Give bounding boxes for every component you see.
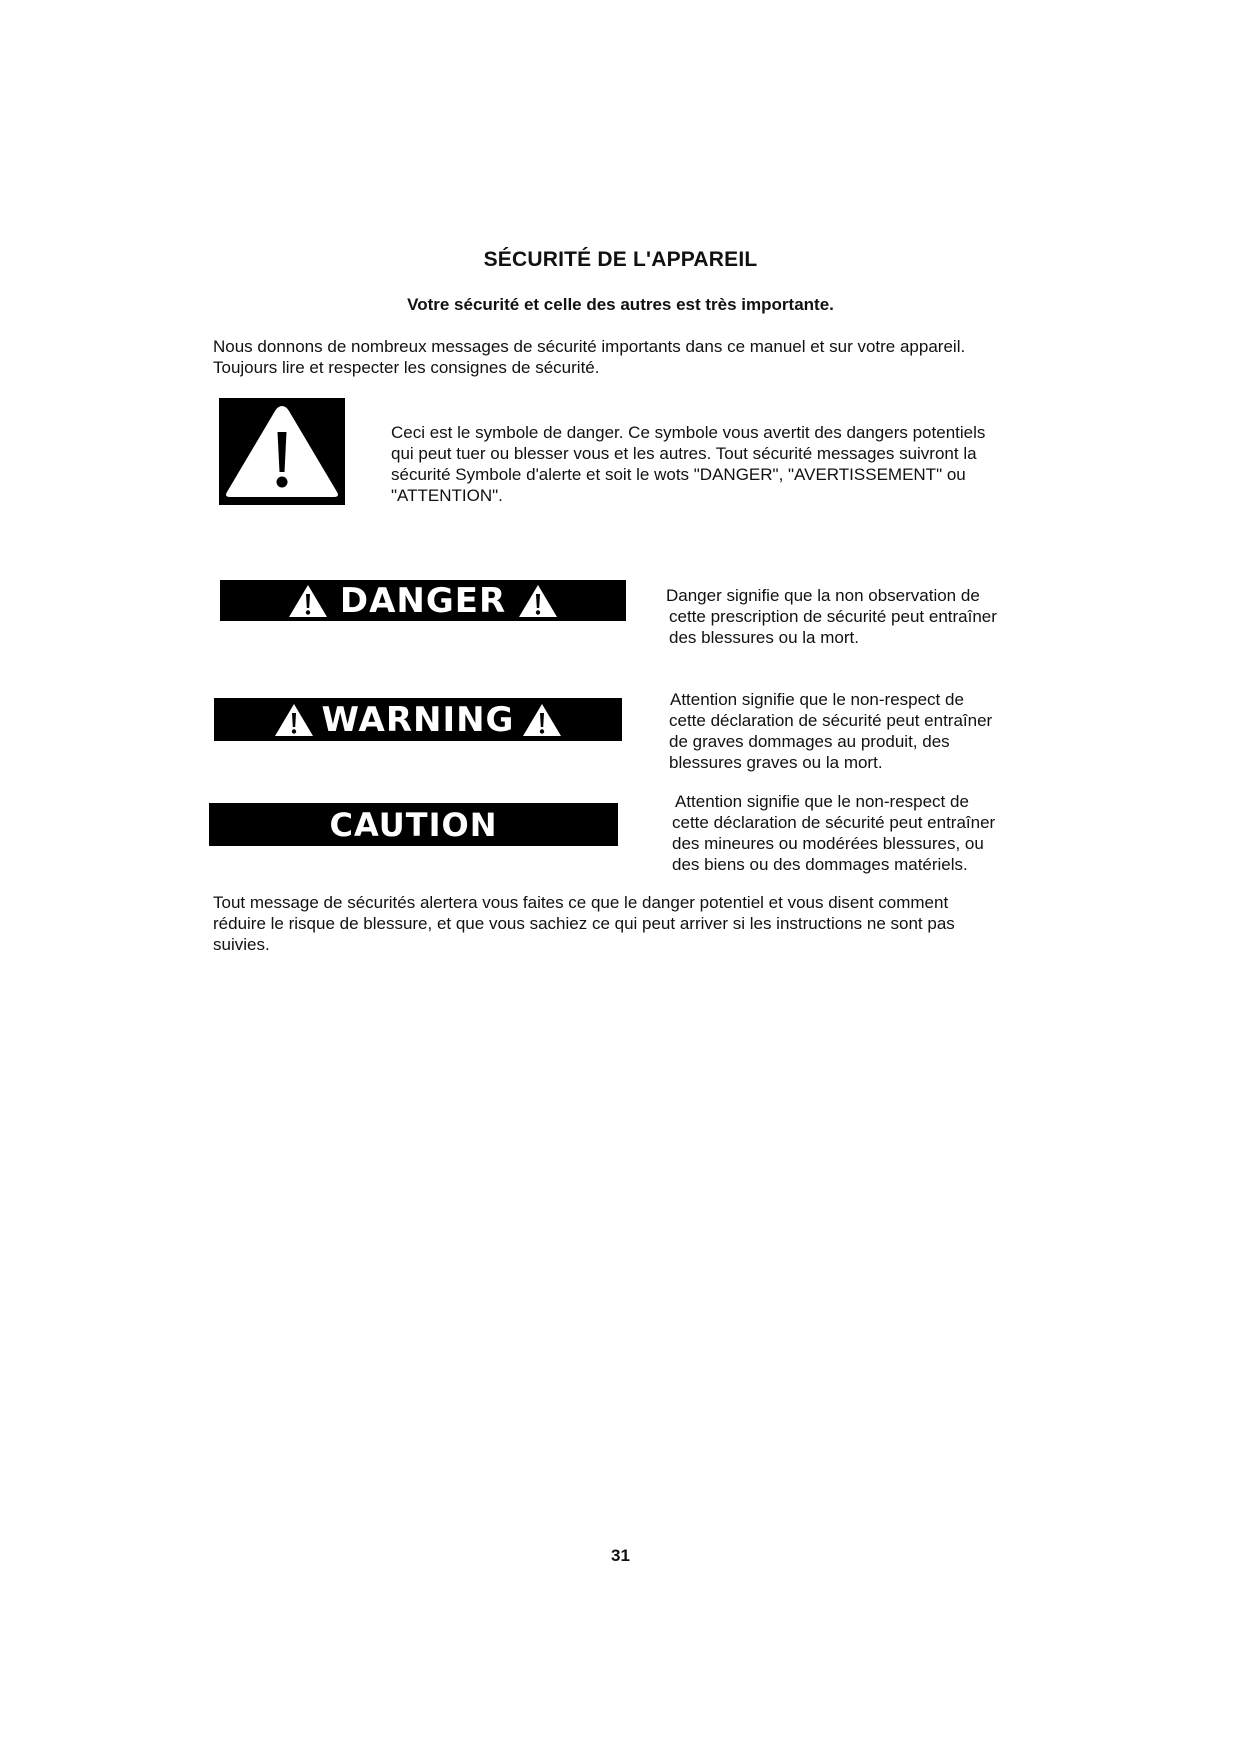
danger-sign-label: DANGER bbox=[339, 580, 507, 621]
danger-symbol-description bbox=[391, 422, 985, 506]
description-line: des blessures ou la mort. bbox=[669, 628, 859, 647]
warning-triangle-icon bbox=[274, 703, 314, 737]
description-line: qui peut tuer ou blesser vous et les autres. Tout sécurité messages suivront la bbox=[391, 444, 977, 463]
closing-paragraph bbox=[213, 892, 955, 955]
caution-sign-label: CAUTION bbox=[329, 805, 498, 844]
danger-description bbox=[666, 585, 997, 648]
description-line: blessures graves ou la mort. bbox=[669, 753, 883, 772]
description-line: Attention signifie que le non-respect de bbox=[670, 690, 964, 709]
description-line: Ceci est le symbole de danger. Ce symbole vous avertit des dangers potentiels bbox=[391, 423, 986, 442]
warning-triangle-icon bbox=[522, 703, 562, 737]
intro-paragraph bbox=[213, 336, 965, 378]
warning-description bbox=[670, 689, 992, 773]
warning-triangle-icon bbox=[288, 584, 328, 618]
description-line: cette déclaration de sécurité peut entraîner bbox=[672, 813, 996, 832]
intro-line: Nous donnons de nombreux messages de sécurité importants dans ce manuel et sur votre appareil. bbox=[213, 337, 966, 356]
description-line: des mineures ou modérées blessures, ou bbox=[672, 834, 984, 853]
danger-symbol-icon bbox=[219, 398, 345, 505]
description-line: sécurité Symbole d'alerte et soit le wots "DANGER", "AVERTISSEMENT" ou bbox=[391, 465, 966, 484]
page-number: 31 bbox=[611, 1546, 630, 1565]
description-line: de graves dommages au produit, des bbox=[669, 732, 950, 751]
caution-description bbox=[672, 791, 996, 875]
page-title: SÉCURITÉ DE L'APPAREIL bbox=[483, 248, 758, 271]
danger-sign bbox=[220, 580, 626, 621]
description-line: des biens ou des dommages matériels. bbox=[672, 855, 968, 874]
closing-line: suivies. bbox=[213, 935, 270, 954]
page-subtitle: Votre sécurité et celle des autres est très importante. bbox=[407, 295, 834, 314]
description-line: Danger signifie que la non observation de bbox=[666, 586, 980, 605]
description-line: Attention signifie que le non-respect de bbox=[675, 792, 969, 811]
description-line: "ATTENTION". bbox=[391, 486, 503, 505]
warning-sign bbox=[214, 698, 622, 741]
closing-line: réduire le risque de blessure, et que vous sachiez ce qui peut arriver si les instructions ne sont pas bbox=[213, 914, 955, 933]
caution-sign bbox=[209, 803, 618, 846]
closing-line: Tout message de sécurités alertera vous faites ce que le danger potentiel et vous disent comment bbox=[213, 893, 949, 912]
warning-triangle-icon bbox=[518, 584, 558, 618]
description-line: cette déclaration de sécurité peut entraîner bbox=[669, 711, 993, 730]
description-line: cette prescription de sécurité peut entraîner bbox=[669, 607, 997, 626]
intro-line: Toujours lire et respecter les consignes de sécurité. bbox=[213, 358, 600, 377]
warning-sign-label: WARNING bbox=[321, 699, 515, 740]
